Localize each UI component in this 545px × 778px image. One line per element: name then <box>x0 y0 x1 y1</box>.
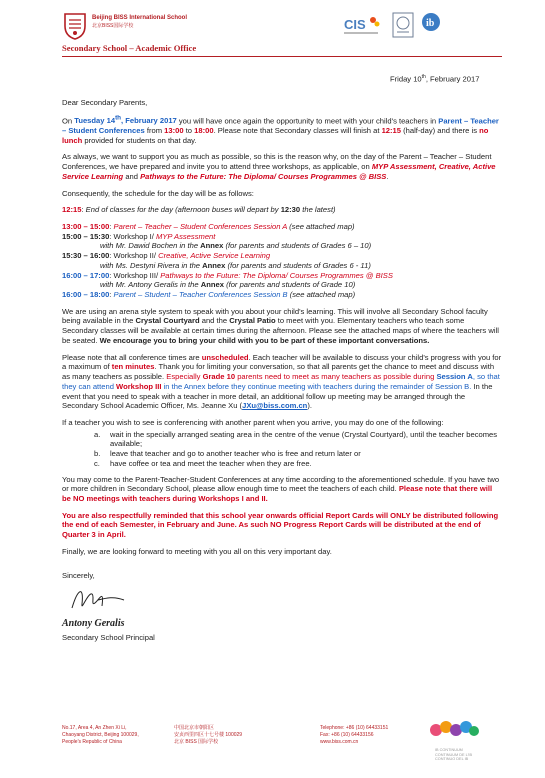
option-key: a. <box>94 429 101 439</box>
intro-end-time: 18:00 <box>194 125 214 135</box>
association-seal-logo <box>392 12 414 38</box>
workshops-text: As always, we want to support you as much as possible, so this is the reason why, on the day of the Parent – Teacher – Student Conferences, we have prepared and invite you to attend three workshops, as applicable, on <box>62 152 492 172</box>
schedule-location: Annex <box>200 241 224 251</box>
schedule-time: 16:00 – 18:00 <box>62 290 110 300</box>
schedule-text <box>109 290 355 300</box>
footer-address-en <box>62 725 139 745</box>
schedule-workshop: : Workshop III/ <box>109 270 161 280</box>
workshops-text: . <box>386 171 389 181</box>
schedule-presenter: with Ms. Destyni Rivera in the <box>100 260 203 270</box>
school-name-chinese: 北京BISS国际学校 <box>92 23 134 29</box>
intro-date <box>74 116 177 125</box>
schedule-sep: : <box>109 290 114 300</box>
end-classes-text: End of classes for the day (afternoon buses will depart by <box>85 205 281 215</box>
schedule-text <box>109 222 354 232</box>
end-classes-text: : <box>81 205 86 215</box>
footer-contact <box>320 725 388 745</box>
schedule <box>62 222 502 300</box>
option-text: wait in the specially arranged seating area in the centre of the venue (Crystal Courtyard), until the teacher becomes available; <box>110 429 498 449</box>
paragraph-conference-times <box>62 353 502 411</box>
letter-body <box>62 98 502 643</box>
footer-address-cn <box>174 725 242 745</box>
times-text: ). <box>307 401 312 411</box>
times-text: . Each teacher will be available to discuss your child's progress with you for a maximum of <box>62 352 502 372</box>
intro-text: On <box>62 116 75 126</box>
option-item <box>94 430 502 449</box>
intro-date-sup: th <box>115 114 122 122</box>
ib-continuum-logo <box>424 718 484 750</box>
address-line-cn: 安贞西里四区十七号楼 100029 <box>174 731 243 738</box>
intro-text: . Please note that Secondary classes will finish at <box>213 125 382 135</box>
date-month-year: , February 2017 <box>425 74 480 84</box>
date-suffix-sup: th <box>421 74 426 80</box>
workshops-topics: MYP Assessment, Creative, Active Service Learning <box>62 162 496 181</box>
salutation: Dear Secondary Parents, <box>62 98 148 107</box>
continuum-caption-line: IB CONTINUUM <box>435 748 463 752</box>
header-divider <box>62 56 502 57</box>
school-name: Beijing BISS International School <box>92 15 188 21</box>
footer-website: www.biss.com.cn <box>320 738 359 745</box>
continuum-caption-line: CONTINUO DEL IB <box>435 757 469 762</box>
schedule-audience: (for parents and students of Grade 10) <box>223 280 356 290</box>
address-line: Chaoyang District, Beijing 100029, <box>62 731 139 738</box>
closing-sincerely: Sincerely, <box>62 570 95 580</box>
signature-area <box>62 582 502 618</box>
intro-event: Parent – Teacher – Student Conferences <box>62 116 499 135</box>
grade10-emphasis: Grade 10 <box>202 372 236 382</box>
paragraph-attendance <box>62 475 502 504</box>
letterhead <box>0 0 545 62</box>
attendance-text: You may come to the Parent-Teacher-Student Conferences at any time according to the aforementioned schedule. If you have two or more children in Secondary School, please allow enough time to meet the teachers of each child. <box>62 474 500 494</box>
schedule-presenter: with Mr. Antony Geralis in the <box>100 280 201 290</box>
cis-accreditation-logo <box>343 14 381 38</box>
intro-text: (half-day) and there is <box>401 125 480 135</box>
intro-text: you will have once again the opportunity to meet with your child's teachers in <box>176 116 439 126</box>
schedule-subline <box>62 280 502 290</box>
paragraph-schedule-intro: Consequently, the schedule for the day will be as follows: <box>62 188 254 198</box>
ib-continuum-caption <box>435 748 495 762</box>
schedule-workshop: : Workshop II/ <box>109 251 159 261</box>
schedule-text <box>109 271 393 281</box>
signer-name: Antony Geralis <box>62 618 125 630</box>
office-title: Secondary School – Academic Office <box>62 43 197 53</box>
schedule-row <box>62 271 502 281</box>
schedule-subline <box>62 261 502 271</box>
schedule-location: Annex <box>202 260 226 270</box>
schedule-time: 13:00 – 15:00 <box>62 222 110 231</box>
schedule-presenter: with Mr. Dawid Bochen in the <box>100 241 201 251</box>
cis-logo-text: CIS <box>344 17 366 32</box>
grade10-text: , so that they can attend <box>62 372 500 391</box>
end-of-classes <box>62 205 502 215</box>
option-key: c. <box>94 458 100 468</box>
times-text: Please note that all conference times are <box>62 352 202 362</box>
ib-logo <box>421 12 441 32</box>
no-meetings-emphasis: Please note that there will be NO meetings with teachers during Workshops I and II. <box>62 484 493 503</box>
schedule-row <box>62 222 502 232</box>
footer-fax: Fax: +86 (10) 64433156 <box>320 731 374 738</box>
paragraph-closing: Finally, we are looking forward to meeting with you all on this very important day. <box>62 546 332 556</box>
schedule-time: 16:00 – 17:00 <box>62 270 110 280</box>
paragraph-options-intro: If a teacher you wish to see is conferencing with another parent when you arrive, you may do one of the following: <box>62 417 444 427</box>
schedule-text <box>109 251 270 261</box>
schedule-row <box>62 290 502 300</box>
footer-telephone: Telephone: +86 (10) 64433151 <box>320 725 389 731</box>
intro-date-year: , February 2017 <box>121 116 177 126</box>
schedule-sep: : <box>109 222 114 231</box>
paragraph-intro <box>62 115 502 146</box>
svg-text:ib: ib <box>426 18 435 29</box>
address-line-cn: 北京 BISS 国际学校 <box>174 738 219 745</box>
schedule-audience: (for parents and students of Grades 6 - 11) <box>225 260 371 270</box>
workshops-pathways: Pathways to the Future: The Diploma/ Courses Programmes @ BISS <box>140 171 387 181</box>
schedule-session: Parent – Teacher – Student Conferences Session A <box>113 222 288 231</box>
arena-text: and the <box>199 316 230 326</box>
grade10-text: Especially <box>166 372 203 382</box>
venue-patio: Crystal Patio <box>229 316 276 326</box>
intro-date-day: Tuesday 14 <box>74 116 116 126</box>
option-key: b. <box>94 449 101 459</box>
venue-courtyard: Crystal Courtyard <box>135 316 200 326</box>
option-item <box>94 459 502 469</box>
option-item <box>94 449 502 459</box>
date-day: Friday 10 <box>390 74 422 84</box>
intro-text: to <box>183 125 195 135</box>
paragraph-workshops <box>62 152 502 181</box>
workshop3-emphasis: Workshop III <box>116 381 162 391</box>
intro-no-lunch: no lunch <box>62 125 489 145</box>
handwritten-signature <box>68 582 128 616</box>
address-line: People's Republic of China <box>62 738 122 745</box>
grade10-text: in the Annex before they continue meeting with teachers during the remainder of Session B. <box>161 381 472 391</box>
options-list <box>94 430 502 469</box>
officer-email-link[interactable]: JXu@biss.com.cn <box>242 401 308 411</box>
address-line: No.17, Area 4, An Zhen Xi Li, <box>62 725 127 731</box>
times-text: In the event that you need to speak with a teacher in more detail, an additional follow up meeting may be arranged through the Secondary School Academic Officer, Ms. Jeanne Xu ( <box>62 381 493 411</box>
school-crest-logo <box>62 12 88 40</box>
arena-emphasis: We encourage you to bring your child with you to be part of these important conversations. <box>99 335 430 345</box>
intro-text: provided for students on that day. <box>82 135 197 145</box>
ten-minutes-emphasis: ten minutes <box>111 362 155 372</box>
option-text: have coffee or tea and meet the teacher when they are free. <box>110 458 312 468</box>
arena-text: We are using an arena style system to speak with you about your child's learning. This will involve all Secondary School faculty being available in the <box>62 306 488 326</box>
session-a-emphasis: Session A <box>436 372 473 382</box>
schedule-subline <box>62 241 502 251</box>
arena-text: to meet with you. Elementary teachers who teach some Secondary classes will be available at certain times during the afternoon. Please see the attached maps of where the teachers will be seated. <box>62 316 499 345</box>
intro-text: from <box>144 125 165 135</box>
address-line-cn: 中国北京市朝阳区 <box>174 725 215 731</box>
continuum-caption-line: CONTINUUM DE L'IB <box>435 752 473 757</box>
intro-start-time: 13:00 <box>164 125 184 135</box>
schedule-row <box>62 251 502 261</box>
paragraph-arena <box>62 307 502 346</box>
schedule-workshop-title: MYP Assessment <box>156 231 216 241</box>
schedule-workshop: : Workshop I/ <box>109 231 157 241</box>
end-classes-text: the latest) <box>300 205 336 215</box>
paragraph-report-cards: You are also respectfully reminded that this school year onwards official Report Cards will ONLY be distributed following the end of each Semester, in February and June. As such NO Progress Report Cards will be distributed at the end of Quarter 3 in April. <box>62 510 499 540</box>
end-classes-time: 12:15 <box>62 205 82 215</box>
schedule-workshop-title: Pathways to the Future: The Diploma/ Courses Programmes @ BISS <box>160 270 393 280</box>
option-text: leave that teacher and go to another teacher who is free and return later or <box>110 449 361 459</box>
letter-date <box>390 74 479 84</box>
schedule-audience: (for parents and students of Grades 6 – 10) <box>223 241 372 251</box>
schedule-time: 15:00 – 15:30 <box>62 231 110 241</box>
schedule-time: 15:30 – 16:00 <box>62 251 110 261</box>
schedule-note: (see attached map) <box>287 290 356 300</box>
schedule-row <box>62 232 502 242</box>
workshops-text: and <box>123 171 141 181</box>
grade10-text: parents need to meet as many teachers as possible during <box>235 372 437 382</box>
schedule-note: (see attached map) <box>287 222 355 231</box>
unscheduled-emphasis: unscheduled <box>201 352 249 362</box>
bus-time: 12:30 <box>280 205 301 215</box>
schedule-session: Parent – Student – Teacher Conferences Session B <box>113 290 288 300</box>
intro-finish-time: 12:15 <box>381 125 402 135</box>
schedule-text <box>109 232 215 242</box>
times-text: . Thank you for limiting your conversation, so that all parents get the chance to meet and discuss with as many teachers as possible. <box>62 362 495 382</box>
schedule-location: Annex <box>200 280 224 290</box>
schedule-workshop-title: Creative, Active Service Learning <box>158 251 271 261</box>
signer-title: Secondary School Principal <box>62 633 155 643</box>
